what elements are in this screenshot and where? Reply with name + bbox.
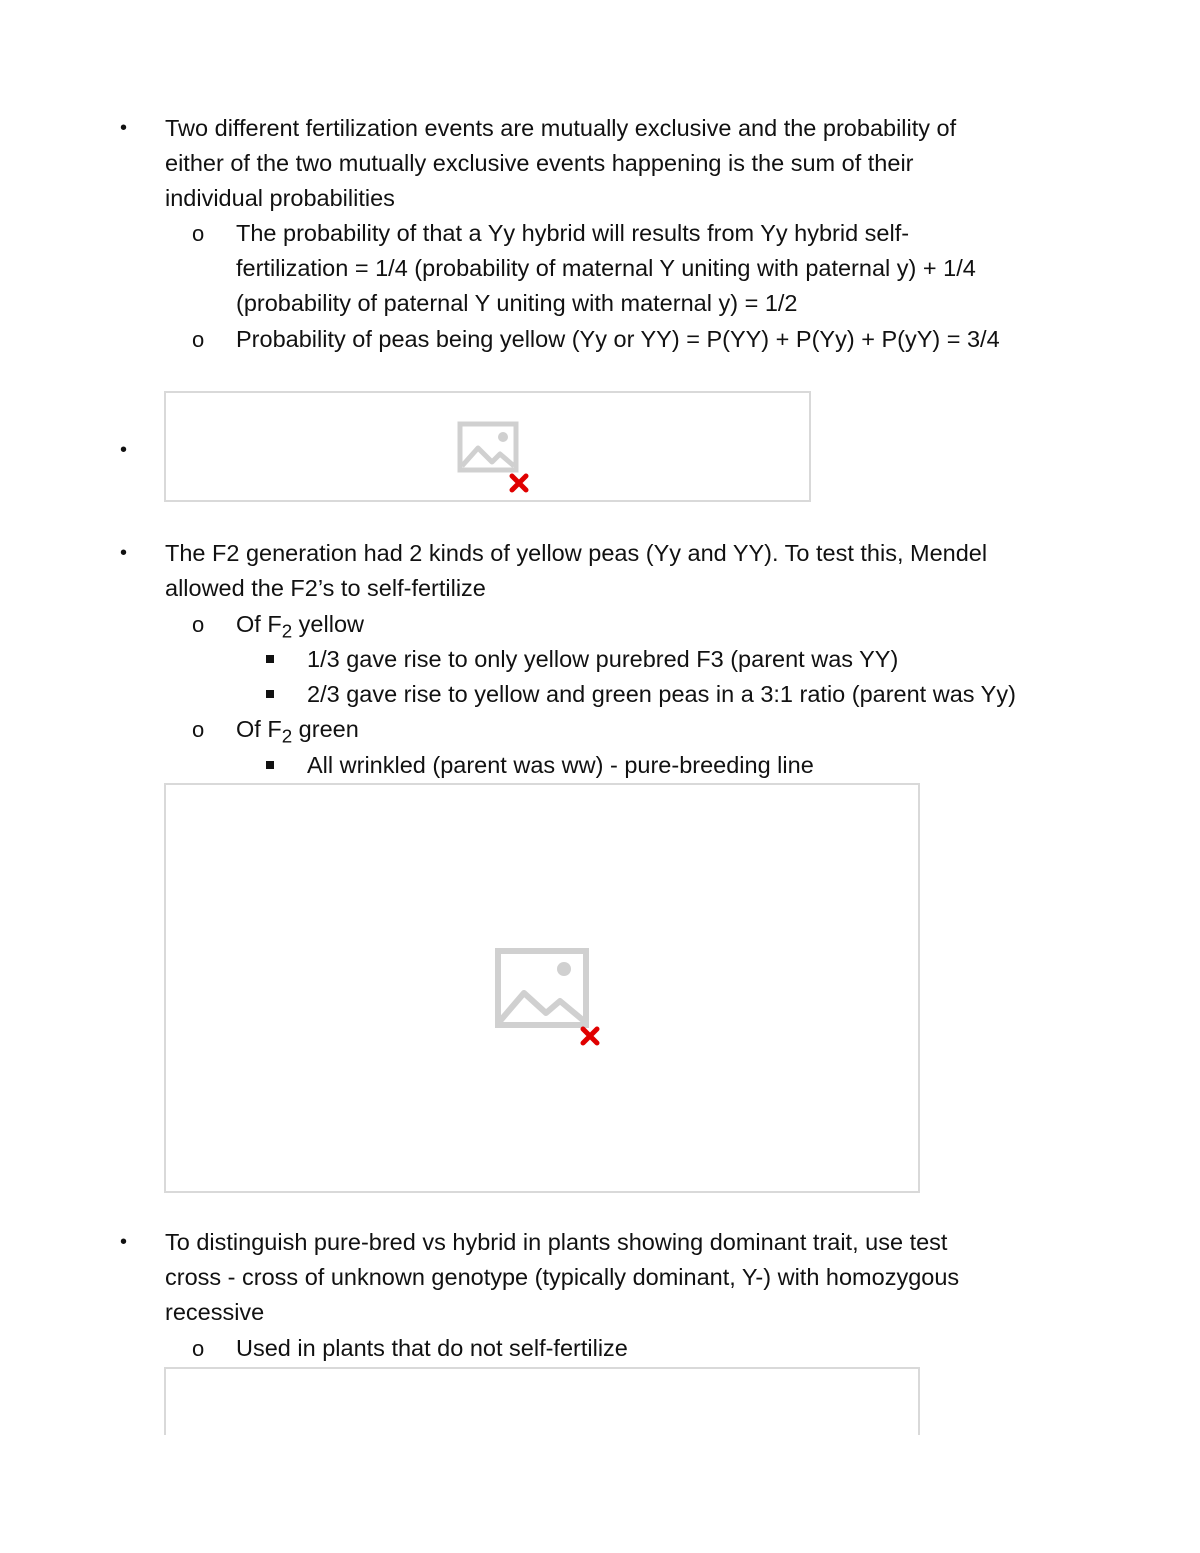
paragraph-line: Used in plants that do not self-fertilize: [236, 1335, 628, 1361]
bullet: •: [120, 117, 128, 139]
paragraph-line: individual probabilities: [165, 185, 395, 211]
paragraph-line: allowed the F2’s to self-fertilize: [165, 575, 486, 601]
broken-image-placeholder: [164, 783, 920, 1193]
sub-bullet: o: [192, 612, 205, 637]
paragraph-line: (probability of paternal Y uniting with maternal y) = 1/2: [236, 290, 798, 316]
paragraph-line: All wrinkled (parent was ww) - pure-breeding line: [307, 752, 814, 778]
paragraph-line: 1/3 gave rise to only yellow purebred F3 (parent was YY): [307, 646, 899, 672]
subscript: 2: [281, 620, 293, 642]
paragraph-line: either of the two mutually exclusive events happening is the sum of their: [165, 150, 914, 176]
subscript: 2: [281, 725, 293, 747]
sub-bullet: o: [192, 221, 205, 246]
paragraph-line: [236, 607, 364, 642]
broken-image-icon: [456, 420, 536, 496]
paragraph-line: 2/3 gave rise to yellow and green peas in a 3:1 ratio (parent was Yy): [307, 681, 1016, 707]
broken-image-icon: [494, 947, 606, 1053]
square-bullet: [266, 655, 274, 663]
text-fragment: Of F: [236, 611, 282, 637]
bullet: •: [120, 542, 128, 564]
paragraph-line: Two different fertilization events are mutually exclusive and the probability of: [165, 115, 957, 141]
paragraph-line: recessive: [165, 1299, 265, 1325]
text-fragment: green: [292, 716, 359, 742]
paragraph-line: [236, 712, 359, 747]
paragraph-line: cross - cross of unknown genotype (typically dominant, Y-) with homozygous: [165, 1264, 960, 1290]
paragraph-line: The probability of that a Yy hybrid will results from Yy hybrid self-: [236, 220, 910, 246]
text-fragment: yellow: [292, 611, 364, 637]
broken-image-placeholder: [164, 1367, 920, 1435]
square-bullet: [266, 690, 274, 698]
square-bullet: [266, 761, 274, 769]
paragraph-line: Probability of peas being yellow (Yy or YY) = P(YY) + P(Yy) + P(yY) = 3/4: [236, 326, 1000, 352]
paragraph-line: fertilization = 1/4 (probability of maternal Y uniting with paternal y) + 1/4: [236, 255, 976, 281]
text-fragment: Of F: [236, 716, 282, 742]
bullet: •: [120, 439, 128, 461]
sub-bullet: o: [192, 327, 205, 352]
paragraph-line: The F2 generation had 2 kinds of yellow peas (Yy and YY). To test this, Mendel: [165, 540, 988, 566]
broken-image-placeholder: [164, 391, 811, 502]
sub-bullet: o: [192, 717, 205, 742]
bullet: •: [120, 1231, 128, 1253]
paragraph-line: To distinguish pure-bred vs hybrid in plants showing dominant trait, use test: [165, 1229, 948, 1255]
sub-bullet: o: [192, 1336, 205, 1361]
